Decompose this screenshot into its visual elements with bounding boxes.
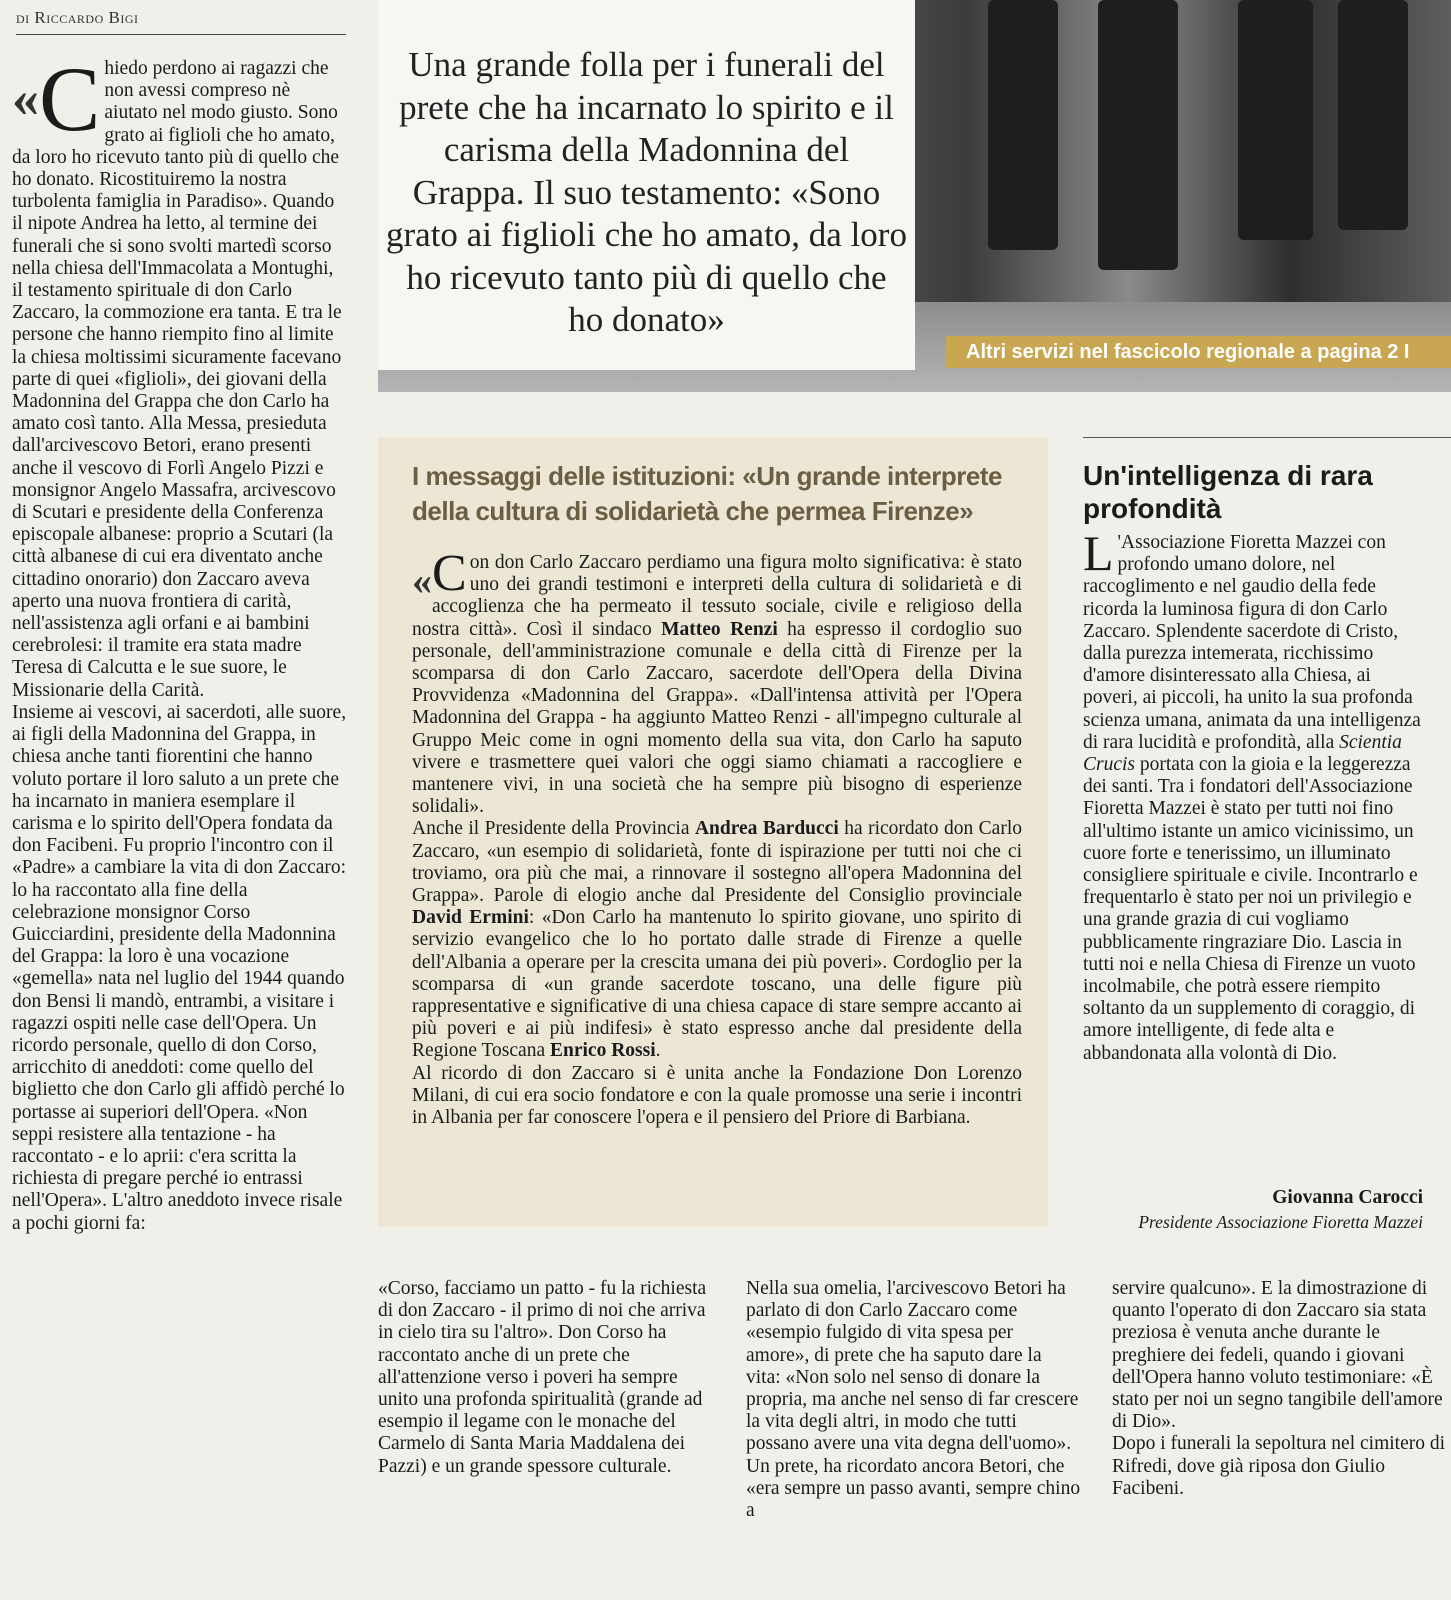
left-column-paragraph-2: Insieme ai vescovi, ai sacerdoti, alle suore, ai figli della Madonnina del Grappa, in chiesa anche tanti fiorentini che hanno voluto portare il loro saluto a un prete che ha incarnato in maniera esemplare il carisma e lo spirito dell'Opera fondata da don Facibeni. Fu proprio l'incontro con il «Padre» a cambiare la vita di don Zaccaro: lo ha raccontato alla fine della celebrazione monsignor Corso Guicciardini, presidente della Madonnina del Grappa: la loro è una vocazione «gemella» nata nel luglio del 1944 quando don Bensi li mandò, entrambi, a visitare i ragazzi ospiti nelle case dell'Opera. Un ricordo personale, quello di don Corso, arricchito di aneddoti: come quello del biglietto che don Carlo gli affidò perché lo portasse ai superiori dell'Opera. «Non seppi resistere alla tentazione - ha raccontato - e lo aprii: c'era scritta la richiesta di pregare perché io entrassi nell'Opera». L'altro aneddoto invece risale a pochi giorni fa: — [12, 701, 347, 1234]
box-paragraph-3: Al ricordo di don Zaccaro si è unita anche la Fondazione Don Lorenzo Milani, di cui era socio fondatore e con la quale promosse una serie i incontri in Albania per far conoscere l'opera e il pensiero del Priore di Barbiana. — [412, 1062, 1022, 1129]
photo-figure-leg — [1098, 0, 1178, 270]
right-column-rule — [1083, 437, 1451, 438]
box-text: ha espresso il cordoglio suo personale, dell'amministrazione comunale e della città di Firenze per la scomparsa di don Carlo Zaccaro, sacerdote dell'Opera della Divina Provvidenza «Madonnina del Grappa». «Dall'intensa attività per l'Opera Madonnina del Grappa - ha aggiunto Matteo Renzi - all'impegno culturale al Gruppo Meic come in ogni momento della sua vita, don Carlo ha saputo vivere e trasmettere quei valori che oggi siamo chiamati a raccogliere e mantenere vivi, in una società che ha sempre più bisogno di esperienze solidali». — [412, 618, 1022, 818]
box-text: : «Don Carlo ha mantenuto lo spirito giovane, uno spirito di servizio evangelico che lo ho portato dalle strade di Firenze a quelle dell'Albania a operare per la crescita umana dei più poveri». Cordoglio per la scomparsa di «un grande sacerdote toscano, una delle figure più rappresentative e significative di una chiesa capace di stare sempre accanto ai più poveri e ai più indifesi» è stato espresso anche dal presidente della Regione Toscana — [412, 907, 1023, 1062]
right-drop-cap: L — [1083, 525, 1114, 581]
box-paragraph-2 — [412, 818, 1022, 1062]
opening-guillemet: « — [12, 68, 39, 128]
right-text: 'Associazione Fioretta Mazzei con profondo umano dolore, nel raccoglimento e nel gaudio della fede ricorda la luminosa figura di don Carlo Zaccaro. Splendente sacerdote di Cristo, dalla purezza intemerata, ricchissimo d'amore disinteressato alla Chiesa, ai poveri, ai piccoli, ha unito la sua profonda scienza umana, animata da una intelligenza di rara lucidità e profondità, alla — [1083, 532, 1421, 753]
headline-quote-box — [378, 0, 915, 370]
drop-cap: C — [39, 48, 101, 150]
right-column-title: Un'intelligenza di rara profondità — [1083, 460, 1373, 524]
box-drop-cap: C — [432, 545, 467, 602]
photo-figure-leg — [1238, 0, 1313, 240]
photo-figure-leg — [988, 0, 1058, 250]
person-name: Matteo Renzi — [661, 618, 778, 640]
box-opening-guillemet: « — [412, 558, 432, 603]
signature-role: Presidente Associazione Fioretta Mazzei — [1138, 1212, 1423, 1232]
bottom-column-3 — [1112, 1278, 1447, 1500]
right-column-body — [1083, 525, 1423, 1065]
box-text: on don Carlo Zaccaro perdiamo una figura molto significativa: è stato uno dei grandi testimoni e interpreti della cultura di solidarietà e di accoglienza che ha permeato il tessuto sociale, civile e religioso della nostra città». Così il sindaco — [412, 552, 1022, 640]
byline: di Riccardo Bigi — [16, 8, 346, 35]
box-text: . — [655, 1040, 661, 1062]
photo-figure-leg — [1338, 0, 1408, 230]
bottom-column-1: «Corso, facciamo un patto - fu la richiesta di don Zaccaro - il primo di noi che arriva in cielo tira su l'altro». Don Corso ha raccontato anche di un prete che all'attenzione verso i poveri ha sempre unito una profonda spiritualità (grande ad esempio il legame con le monache del Carmelo di Santa Maria Maddalena dei Pazzi) e un grande spessore culturale. — [378, 1278, 707, 1477]
left-column-paragraph — [12, 48, 347, 702]
right-text: portata con la gioia e la leggerezza dei santi. Tra i fondatori dell'Associazione Fioretta Mazzei è stato per tutti noi fino all'ultimo istante un amico vicinissimo, un cuore forte e tenerissimo, un illuminato consigliere spirituale e civile. Incontrarlo e frequentarlo è stato per noi un privilegio e una grande grazia di cui vogliamo pubblicamente ringraziare Dio. Lascia in tutti noi e nella Chiesa di Firenze un vuoto incolmabile, che potrà essere riempito soltanto da un supplemento di coraggio, di amore intelligente, di fede alta e abbandonata alla volontà di Dio. — [1083, 754, 1418, 1064]
signature-name: Giovanna Carocci — [1272, 1187, 1423, 1208]
institutions-box — [378, 437, 1048, 1227]
bottom-column-3-paragraph: Dopo i funerali la sepoltura nel cimitero di Rifredi, dove già riposa don Giulio Facibeni. — [1112, 1433, 1446, 1499]
person-name: David Ermini — [412, 907, 529, 929]
headline-quote: Una grande folla per i funerali del prete che ha incarnato lo spirito e il carisma della Madonnina del Grappa. Il suo testamento: «Sono grato ai figlioli che ho amato, da loro ho ricevuto tanto più di quello che ho donato» — [386, 45, 907, 339]
bottom-column-2: Nella sua omelia, l'arcivescovo Betori ha parlato di don Carlo Zaccaro come «esempio fulgido di vita spesa per amore», di prete che ha saputo dare la vita: «Non solo nel senso di donare la propria, ma anche nel senso di far crescere la vita degli altri, in modo che tutti possano avere una vita degna dell'uomo». Un prete, ha ricordato ancora Betori, che «era sempre un passo avanti, sempre chino a — [746, 1278, 1081, 1522]
box-paragraph-1 — [412, 545, 1022, 818]
person-name: Enrico Rossi — [550, 1040, 656, 1062]
right-italic-text: Scientia Crucis — [1083, 731, 1402, 776]
box-body — [412, 545, 1023, 1129]
box-text: Anche il Presidente della Provincia — [412, 818, 695, 840]
box-text: ha ricordato don Carlo Zaccaro, «un esempio di solidarietà, fonte di ispirazione per tutti noi che ci troviamo, ora più che mai, a rinnovare il sostegno all'opera Madonnina del Grappa». Parole di elogio anche dal Presidente del Consiglio provinciale — [412, 818, 1022, 907]
box-title: I messaggi delle istituzioni: «Un grande interprete della cultura di solidarietà che permea Firenze» — [412, 461, 1002, 526]
person-name: Andrea Barducci — [694, 818, 839, 840]
photo-caption: Altri servizi nel fascicolo regionale a pagina 2 I — [946, 336, 1451, 368]
bottom-column-3-paragraph: servire qualcuno». E la dimostrazione di quanto l'operato di don Zaccaro sia stata preziosa è venuta anche durante le preghiere dei fedeli, quando i giovani dell'Opera hanno voluto testimoniare: «È stato per noi un segno tangibile dell'amore di Dio». — [1112, 1278, 1443, 1433]
left-column-article — [12, 48, 347, 1235]
left-column-text: hiedo perdono ai ragazzi che non avessi compreso nè aiutato nel modo giusto. Sono grato ai figlioli che ho amato, da loro ho ricevuto tanto più di quello che ho donato. Ricostituiremo la nostra turbolenta famiglia in Paradiso». Quando il nipote Andrea ha letto, al termine dei funerali che si sono svolti martedì scorso nella chiesa dell'Immacolata a Montughi, il testamento spirituale di don Carlo Zaccaro, la commozione era tanta. E tra le persone che hanno riempito fino al limite la chiesa moltissimi sicuramente facevano parte di quei «figlioli», dei giovani della Madonnina del Grappa che don Carlo ha amato così tanto. Alla Messa, presieduta dall'arcivescovo Betori, erano presenti anche il vescovo di Forlì Angelo Pizzi e monsignor Angelo Massafra, arcivescovo di Scutari e presidente della Conferenza episcopale albanese: proprio a Scutari (la città albanese di cui era diventato anche cittadino onorario) don Zaccaro aveva aperto una nuova frontiera di carità, nell'assistenza agli orfani e ai bambini cerebrolesi: il tramite era stata madre Teresa di Calcutta e le sue suore, le Missionarie della Carità. — [12, 58, 342, 701]
